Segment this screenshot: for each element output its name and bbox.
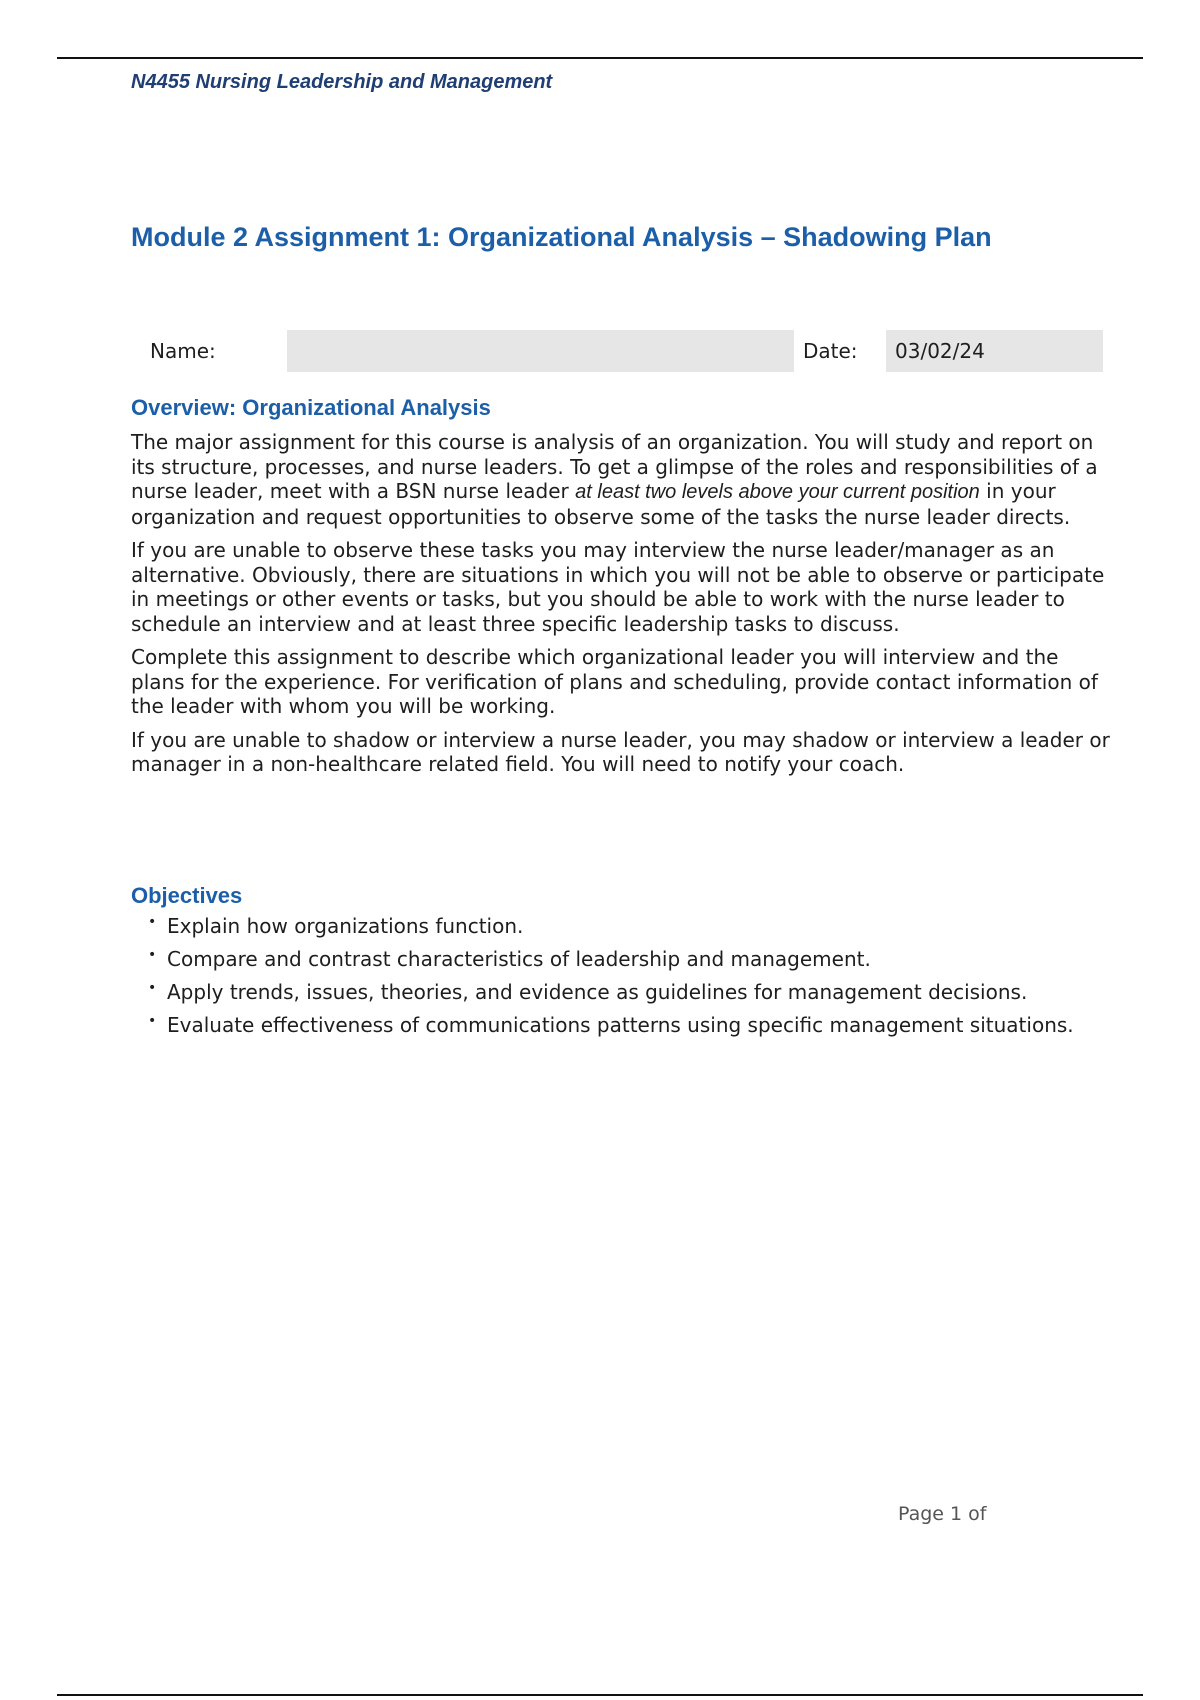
objective-item [131, 946, 1116, 972]
bullet-icon: • [148, 947, 157, 963]
bullet-icon: • [148, 914, 157, 930]
overview-paragraph-4: If you are unable to shadow or interview a nurse leader, you may shadow or interview a leader or manager in a non-healthcare related field. You will need to notify your coach. [131, 727, 1110, 776]
page-number: Page 1 of [898, 1503, 987, 1525]
p1-text-start: The major assignment for this course is analysis of an organization. You will study and report on its structure, processes, and nurse leaders. To get a glimpse of the roles and responsibilities of a nurse leader, meet with a BSN nurse leader [131, 430, 1098, 503]
p1-text-end: in your organization and request opportunities to observe some of the tasks the nurse leader directs. [131, 479, 1071, 529]
name-date-row [131, 330, 1103, 372]
p1-italic-emphasis: at least two levels above your current position [575, 481, 980, 503]
objective-item [131, 979, 1116, 1005]
course-header: N4455 Nursing Leadership and Management [131, 71, 553, 93]
objective-text: Compare and contrast characteristics of leadership and management. [167, 947, 871, 971]
page-title: Module 2 Assignment 1: Organizational Analysis – Shadowing Plan [131, 222, 992, 252]
overview-paragraph-1 [131, 430, 1116, 529]
bullet-icon: • [148, 980, 157, 996]
name-field[interactable] [287, 330, 794, 372]
overview-heading: Overview: Organizational Analysis [131, 395, 491, 420]
objective-text: Evaluate effectiveness of communications patterns using specific management situations. [167, 1013, 1074, 1037]
objectives-list [131, 913, 1116, 1045]
objective-text: Apply trends, issues, theories, and evidence as guidelines for management decisions. [167, 980, 1028, 1004]
objective-text: Explain how organizations function. [167, 914, 524, 938]
overview-paragraph-3: Complete this assignment to describe which organizational leader you will interview and the plans for the experience. For verification of plans and scheduling, provide contact information of the leader with whom you will be working. [131, 645, 1098, 718]
overview-paragraph-2: If you are unable to observe these tasks you may interview the nurse leader/manager as an alternative. Obviously, there are situations in which you will not be able to observe or participate in meetings or other events or tasks, but you should be able to work with the nurse leader to schedule an interview and at least three specific leadership tasks to discuss. [131, 538, 1105, 636]
objectives-heading: Objectives [131, 883, 243, 908]
bottom-rule [57, 1694, 1143, 1696]
objective-item [131, 1012, 1116, 1038]
objective-item [131, 913, 1116, 939]
date-label: Date: [803, 339, 858, 363]
overview-body [131, 430, 1116, 786]
date-field[interactable]: 03/02/24 [886, 330, 1103, 372]
name-label: Name: [150, 339, 216, 363]
top-rule [57, 57, 1143, 59]
bullet-icon: • [148, 1013, 157, 1029]
